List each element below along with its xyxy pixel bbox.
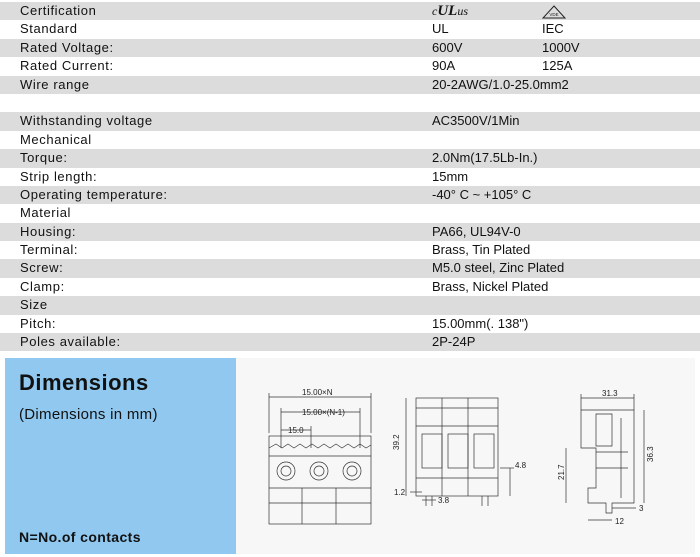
spec-value: 2.0Nm(17.5Lb-In.) [432, 150, 538, 166]
dimensions-panel [5, 358, 236, 554]
spec-label: Wire range [20, 76, 90, 92]
technical-drawings [236, 358, 695, 554]
spec-section-size [0, 296, 700, 314]
dimensions-subtitle: (Dimensions in mm) [19, 406, 158, 423]
spec-value: 20-2AWG/1.0-25.0mm2 [432, 76, 569, 92]
spec-value: 15.00mm(. 138") [432, 315, 529, 331]
dimensions-title: Dimensions [19, 370, 149, 395]
spec-section-heading: Size [20, 297, 48, 313]
spec-value: Brass, Tin Plated [432, 242, 531, 258]
spec-value: 15mm [432, 168, 469, 184]
spec-label: Clamp: [20, 278, 65, 294]
spec-value: AC3500V/1Min [432, 113, 520, 129]
spec-row-torque [0, 149, 700, 167]
spec-label: Standard [20, 21, 78, 37]
dim-front-pitch: 15.0 [288, 426, 304, 435]
side-view [406, 398, 514, 506]
spec-value-ul: UL [432, 21, 449, 37]
dim-front-inner: 15.00×(N-1) [302, 408, 345, 417]
spec-table [0, 2, 700, 351]
spec-row-rated-voltage [0, 39, 700, 57]
dim-profile-width: 31.3 [602, 389, 618, 398]
spec-value-iec: IEC [542, 21, 564, 37]
spec-label: Housing: [20, 223, 77, 239]
spec-row-withstanding-voltage [0, 112, 700, 130]
spec-label: Pitch: [20, 315, 57, 331]
dim-profile-base: 12 [615, 517, 624, 526]
spec-label: Torque: [20, 150, 68, 166]
spec-row-strip-length [0, 168, 700, 186]
spec-row-rated-current [0, 57, 700, 75]
spec-label: Strip length: [20, 168, 98, 184]
spec-label: Operating temperature: [20, 186, 168, 202]
contacts-note: N=No.of contacts [19, 529, 141, 545]
svg-text:VDE: VDE [549, 11, 559, 17]
spec-row-certification [0, 2, 700, 20]
spec-value-iec: 125A [542, 58, 573, 74]
spec-row-screw [0, 259, 700, 277]
dim-profile-lower-height: 21.7 [557, 464, 566, 480]
spec-label: Screw: [20, 260, 64, 276]
dim-profile-height: 36.3 [646, 446, 655, 462]
spec-section-material [0, 204, 700, 222]
drawings-svg [236, 358, 695, 554]
spec-section-heading: Mechanical [20, 131, 92, 147]
spec-value: 2P-24P [432, 334, 476, 350]
cul-us-logo: cULus [432, 3, 468, 19]
vde-logo [542, 2, 566, 20]
spec-value: M5.0 steel, Zinc Plated [432, 260, 565, 276]
dim-side-pin-gap: 3.8 [438, 496, 450, 505]
spec-value: PA66, UL94V-0 [432, 223, 521, 239]
spec-label: Terminal: [20, 242, 79, 258]
spec-row-standard [0, 20, 700, 38]
spec-row-terminal [0, 241, 700, 259]
spec-value-ul: 90A [432, 58, 456, 74]
spec-section-heading: Material [20, 205, 72, 221]
spec-value-ul: 600V [432, 39, 463, 55]
spec-label: Withstanding voltage [20, 113, 153, 129]
spec-value: -40° C ~ +105° C [432, 186, 532, 202]
spec-section-mechanical [0, 131, 700, 149]
dim-profile-foot: 3 [639, 504, 644, 513]
spec-label: Rated Voltage: [20, 39, 114, 55]
dim-side-pin-width: 1.2 [394, 488, 406, 497]
spec-value-iec: 1000V [542, 39, 580, 55]
profile-view [566, 394, 644, 520]
spec-value: Brass, Nickel Plated [432, 278, 549, 294]
spec-row-housing [0, 223, 700, 241]
spec-row-clamp [0, 278, 700, 296]
dim-side-pin: 4.8 [515, 461, 527, 470]
dim-side-height: 39.2 [392, 434, 401, 450]
spec-row-operating-temperature [0, 186, 700, 204]
spec-label: Poles available: [20, 334, 121, 350]
spec-row-spacer [0, 94, 700, 112]
spec-label: Rated Current: [20, 58, 114, 74]
spec-row-wire-range [0, 76, 700, 94]
dim-front-overall: 15.00×N [302, 388, 333, 397]
spec-label: Certification [20, 3, 97, 18]
spec-row-poles-available [0, 333, 700, 351]
spec-row-pitch [0, 315, 700, 333]
